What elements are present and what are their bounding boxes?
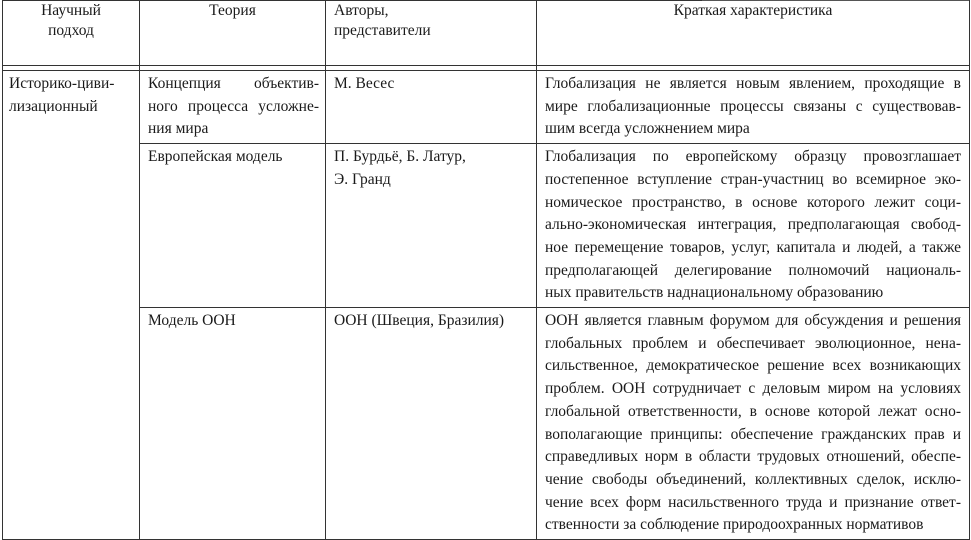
description-cell [537, 71, 970, 144]
header-approach-line: Научный [41, 2, 101, 19]
theory-line: ного процесса усложне- [148, 97, 319, 115]
description-cell [537, 144, 970, 308]
description-line: ООН является главным форумом для обсуждения и решения [545, 312, 961, 330]
authors-line: П. Бурдьё, Б. Латур, [334, 148, 466, 166]
description-line: предполагающей делегирование полномочий националь- [545, 261, 961, 279]
description-line: глобальной ответственности, в основе которой лежат осно- [545, 402, 961, 420]
description-cell [537, 308, 970, 540]
theory-line: Концепция объектив- [148, 75, 319, 92]
authors-cell [326, 308, 537, 540]
theory-line: Модель ООН [148, 312, 236, 330]
header-description: Краткая характеристика [537, 1, 970, 66]
description-line: ное перемещение товаров, услуг, капитала и людей, а также [545, 238, 961, 256]
description-line: справедливых норм в области трудовых отношений, обеспе- [545, 448, 961, 466]
description-line: чение свободы объединений, коллективных сделок, исклю- [545, 470, 961, 488]
description-line: шим всегда усложнением мира [545, 120, 750, 138]
description-line: глобальных проблем и обеспечивает эволюционное, нена- [545, 334, 961, 352]
authors-cell [326, 71, 537, 144]
header-theory: Теория [140, 1, 326, 66]
theory-line: ния мира [148, 120, 209, 138]
header-authors [326, 1, 537, 66]
description-line: ственности за соблюдение природоохранных нормативов [545, 516, 924, 534]
description-line: Глобализация не является новым явлением, проходящие в [545, 75, 961, 92]
theory-cell [140, 71, 326, 144]
approach-cell [3, 71, 140, 540]
theory-line: Европейская модель [148, 148, 283, 166]
header-authors-line: Авторы, [334, 2, 389, 19]
authors-line: ООН (Швеция, Бразилия) [334, 312, 505, 330]
document-page [2, 0, 969, 534]
table-row [3, 144, 970, 308]
description-line: проблем. ООН сотрудничает с деловым миром на условиях [545, 380, 961, 398]
header-approach [3, 1, 140, 66]
header-row [3, 1, 970, 66]
authors-line: М. Весес [334, 75, 395, 92]
header-approach-line: подход [48, 22, 94, 39]
theory-cell [140, 308, 326, 540]
description-line: вополагающие принципы: обеспечение гражданских прав и [545, 425, 961, 443]
table-row [3, 71, 970, 144]
description-line: сильственное, демократическое решение всех возникающих [545, 357, 961, 375]
header-authors-line: представители [334, 22, 431, 39]
description-line: чение всех форм насильственного труда и признание ответ- [545, 493, 961, 511]
description-line: мире глобализационные процессы связаны с существовав- [545, 97, 961, 115]
approach-line: Историко-циви- [9, 75, 115, 92]
description-line: ально-экономическая интеграция, предполагающая свобод- [545, 216, 961, 234]
description-line: постепенное вступление стран-участниц во всемирное эко- [545, 170, 961, 188]
description-line: номическое пространство, в основе которого лежит соци- [545, 193, 961, 211]
approach-line: лизационный [9, 97, 98, 115]
top-rule [702, 0, 969, 1]
authors-cell [326, 144, 537, 308]
authors-line: Э. Гранд [334, 170, 391, 188]
theory-cell [140, 144, 326, 308]
approaches-table [2, 0, 970, 540]
description-line: Глобализация по европейскому образцу провозглашает [545, 148, 961, 166]
description-line: ных правительств наднациональному образованию [545, 284, 884, 302]
table-row [3, 308, 970, 540]
